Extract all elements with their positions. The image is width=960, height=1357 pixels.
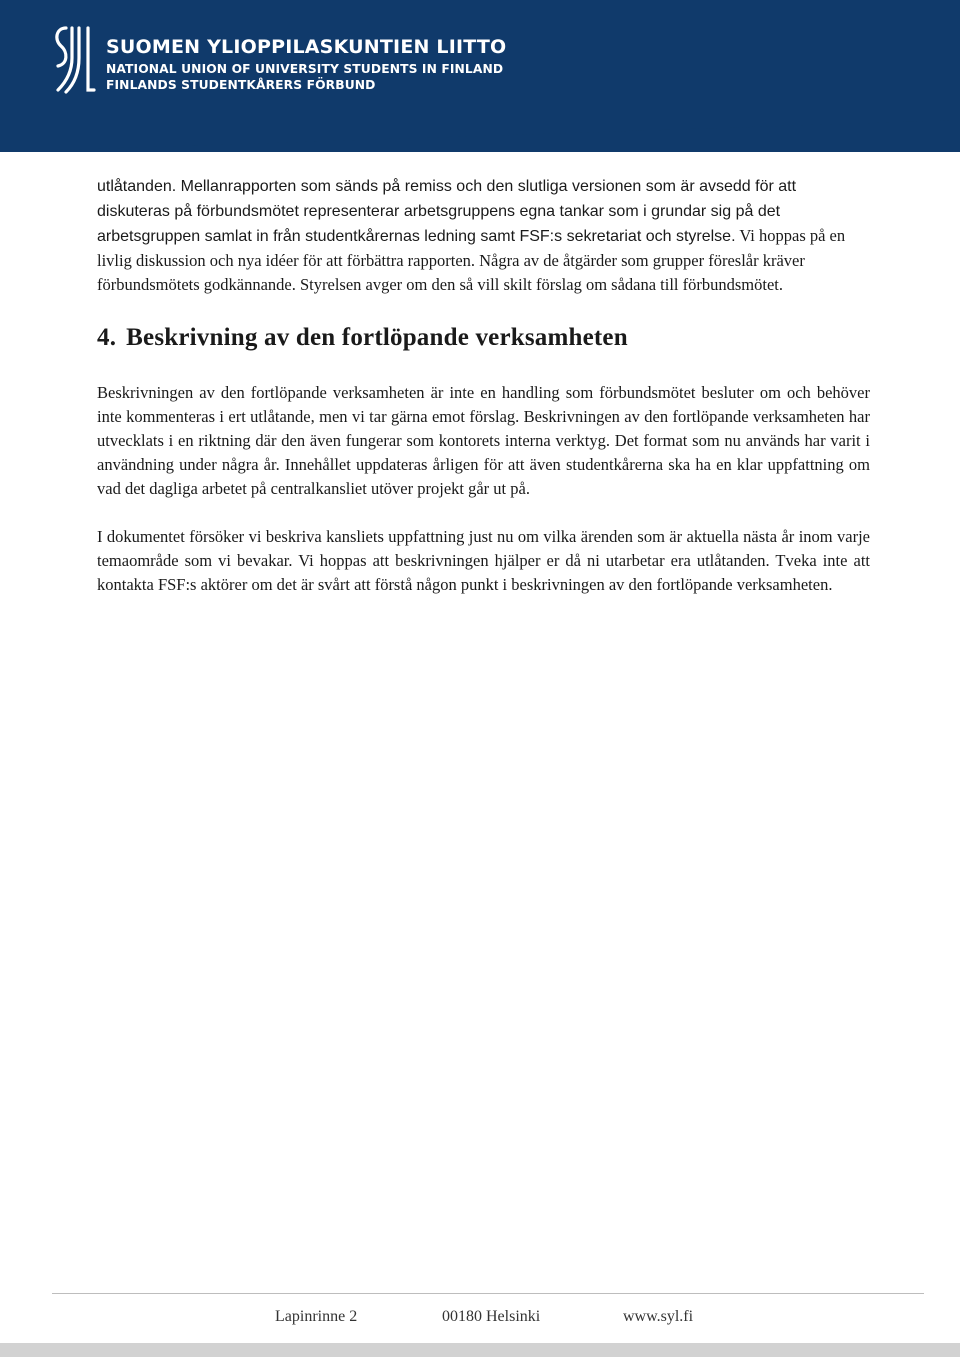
document-body	[97, 174, 870, 597]
footer-divider	[52, 1293, 924, 1294]
footer	[0, 1308, 960, 1332]
organization-names	[106, 38, 506, 96]
paragraph-continuation	[97, 174, 870, 297]
paragraph-document-purpose: I dokumentet försöker vi beskriva kansliets uppfattning just nu om vilka ärenden som är aktuella nästa år inom varje temaområde som vi bevakar. Vi hoppas att beskrivningen hjälper er då ni utarbetar era utlåtanden. Tveka inte att kontakta FSF:s aktörer om det är svårt att förstå någon punkt i beskrivningen av den fortlöpande verksamheten.	[97, 527, 870, 594]
org-name-english: NATIONAL UNION OF UNIVERSITY STUDENTS IN FINLAND	[106, 62, 504, 76]
syl-logo-icon	[52, 24, 96, 94]
footer-postal: 00180 Helsinki	[442, 1308, 541, 1325]
paragraph-continuation-sans: utlåtanden. Mellanrapporten som sänds på remiss och den slutliga versionen som är avsedd för att diskuteras på förbundsmötet representerar arbetsgruppens egna tankar som i grundar sig på det arbetsgruppen samlat in från studentkårernas ledning samt FSF:s sekretariat och styrelse.	[97, 178, 797, 245]
bottom-band	[0, 1343, 960, 1357]
footer-website: www.syl.fi	[623, 1308, 694, 1325]
header-band	[0, 0, 960, 152]
paragraph-continuation-serif: Vi hoppas på en livlig diskussion och nya idéer för att förbättra rapporten. Några av de åtgärder som grupper föreslår kräver förbundsmötets godkännande. Styrelsen avger om den så vill skilt förslag om sådana till förbundsmötet.	[97, 226, 846, 294]
section-number: 4.	[97, 324, 117, 351]
paragraph-description: Beskrivningen av den fortlöpande verksamheten är inte en handling som förbundsmötet besluter om och behöver inte kommenteras i ert utlåtande, men vi tar gärna emot förslag. Beskrivningen av den fortlöpande verksamheten har utvecklats i en riktning där den även fungerar som kontorets interna verktyg. Det format som nu används har varit i användning under några år. Innehållet uppdateras årligen för att även studentkårerna ska ha en klar uppfattning om vad det dagliga arbetet på centralkansliet utöver projekt går ut på.	[97, 383, 870, 498]
org-name-swedish: FINLANDS STUDENTKÅRERS FÖRBUND	[106, 78, 376, 93]
footer-address: Lapinrinne 2	[275, 1308, 358, 1325]
section-heading	[97, 323, 870, 353]
org-name-finnish: SUOMEN YLIOPPILASKUNTIEN LIITTO	[106, 36, 507, 58]
section-title: Beskrivning av den fortlöpande verksamheten	[126, 324, 628, 351]
